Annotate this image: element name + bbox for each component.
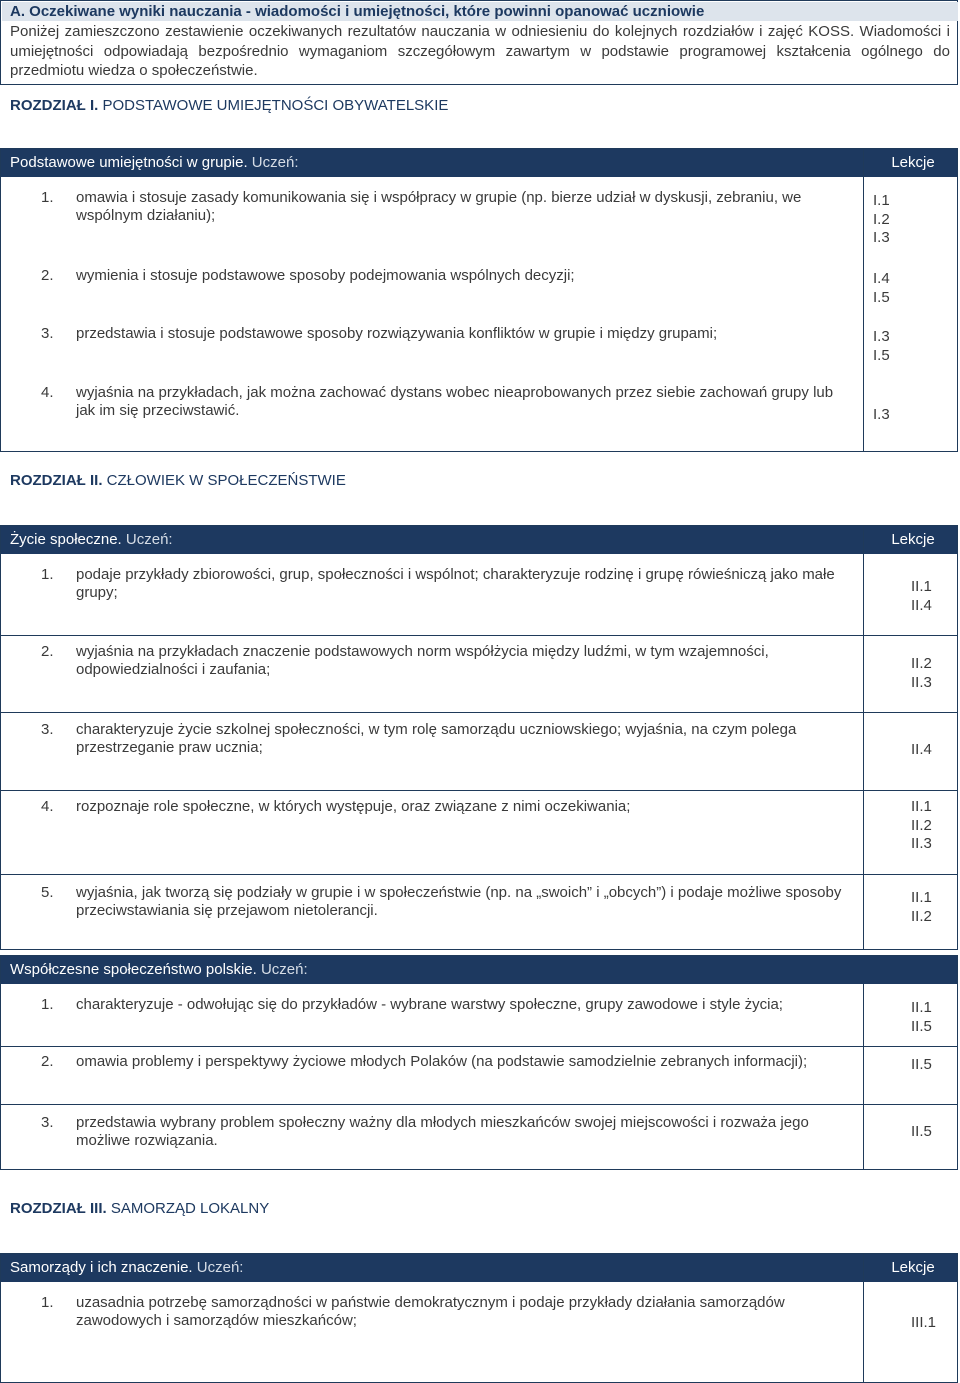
row-text: wyjaśnia na przykładach znaczenie podstawowych norm współżycia między ludźmi, w tym wzajemności, odpowiedzialności i zaufania; bbox=[76, 643, 769, 678]
row-lekcje: II.5 bbox=[911, 1056, 932, 1073]
table-row bbox=[1, 996, 957, 1047]
row-text: wyjaśnia, jak tworzą się podziały w grupie i w społeczeństwie (np. na „swoich” i „obcych”) i podaje możliwe sposoby przeciwstawiania się przejawom nietolerancji. bbox=[76, 884, 842, 919]
section-title: Podstawowe umiejętności w grupie. Uczeń: bbox=[10, 154, 299, 171]
section-zycie-spoleczne bbox=[0, 525, 958, 950]
table-row bbox=[1, 566, 957, 636]
chapter-1-heading bbox=[10, 96, 448, 116]
row-text: rozpoznaje role społeczne, w których występuje, oraz związane z nimi oczekiwania; bbox=[76, 798, 631, 815]
row-lekcje: III.1 bbox=[911, 1314, 937, 1331]
row-lekcje: II.1 II.2 bbox=[911, 889, 932, 925]
row-number: 3. bbox=[41, 1114, 54, 1131]
intro-title: A. Oczekiwane wyniki nauczania - wiadomości i umiejętności, które powinni opanować uczniowie bbox=[2, 2, 958, 21]
table-row bbox=[1, 721, 957, 791]
chapter-title: PODSTAWOWE UMIEJĘTNOŚCI OBYWATELSKIE bbox=[102, 97, 449, 114]
table-row bbox=[1, 267, 957, 312]
section-header bbox=[1, 1254, 957, 1282]
row-number: 1. bbox=[41, 566, 54, 583]
chapter-title: SAMORZĄD LOKALNY bbox=[110, 1200, 270, 1217]
row-number: 2. bbox=[41, 1053, 54, 1070]
row-text: przedstawia wybrany problem społeczny ważny dla młodych mieszkańców swojej miejscowości i rozważa jego możliwe rozwiązania. bbox=[76, 1114, 809, 1149]
section-samorzady bbox=[0, 1253, 958, 1383]
row-number: 2. bbox=[41, 643, 54, 660]
section-title: Samorządy i ich znaczenie. Uczeń: bbox=[10, 1259, 244, 1276]
row-text: wymienia i stosuje podstawowe sposoby podejmowania wspólnych decyzji; bbox=[76, 267, 575, 284]
row-text: omawia problemy i perspektywy życiowe młodych Polaków (na podstawie samodzielnie zebranych informacji); bbox=[76, 1053, 808, 1070]
row-divider bbox=[1, 1104, 957, 1105]
table-row bbox=[1, 189, 957, 244]
row-text: podaje przykłady zbiorowości, grup, społeczności i wspólnot; charakteryzuje rodzinę i grupę rówieśniczą jako małe grupy; bbox=[76, 566, 835, 601]
row-lekcje: II.1 II.5 bbox=[911, 999, 932, 1035]
row-number: 3. bbox=[41, 721, 54, 738]
section-header bbox=[1, 526, 957, 554]
row-lekcje: I.4 I.5 bbox=[873, 270, 890, 306]
row-lekcje: II.2 II.3 bbox=[911, 655, 932, 691]
intro-box bbox=[0, 0, 958, 85]
row-number: 3. bbox=[41, 325, 54, 342]
row-text: wyjaśnia na przykładach, jak można zachować dystans wobec nieaprobowanych przez siebie zachowań grupy lub jak im się przeciwstawić. bbox=[76, 384, 834, 419]
section-header bbox=[1, 149, 957, 177]
table-row bbox=[1, 325, 957, 370]
row-number: 5. bbox=[41, 884, 54, 901]
chapter-2-heading bbox=[10, 471, 346, 491]
row-lekcje: II.4 bbox=[911, 741, 932, 758]
row-text: przedstawia i stosuje podstawowe sposoby rozwiązywania konfliktów w grupie i między grupami; bbox=[76, 325, 718, 342]
row-text: charakteryzuje życie szkolnej społeczności, w tym rolę samorządu uczniowskiego; wyjaśnia, na czym polega przestrzeganie praw ucznia; bbox=[76, 721, 797, 756]
row-lekcje: II.5 bbox=[911, 1123, 932, 1140]
chapter-label: ROZDZIAŁ I. bbox=[10, 97, 99, 114]
row-number: 4. bbox=[41, 384, 54, 401]
table-row bbox=[1, 884, 957, 944]
row-lekcje: II.1 II.4 bbox=[911, 578, 932, 614]
lekcje-header: Lekcje bbox=[891, 1259, 935, 1276]
row-number: 1. bbox=[41, 1294, 54, 1311]
row-divider bbox=[1, 1046, 957, 1047]
row-lekcje: I.3 I.5 bbox=[873, 328, 890, 364]
row-divider bbox=[1, 874, 957, 875]
table-row bbox=[1, 384, 957, 434]
chapter-title: CZŁOWIEK W SPOŁECZEŃSTWIE bbox=[106, 472, 346, 489]
chapter-label: ROZDZIAŁ II. bbox=[10, 472, 103, 489]
chapter-label: ROZDZIAŁ III. bbox=[10, 1200, 107, 1217]
section-title: Współczesne społeczeństwo polskie. Uczeń: bbox=[10, 961, 308, 978]
row-lekcje: I.3 bbox=[873, 406, 890, 423]
row-number: 1. bbox=[41, 996, 54, 1013]
intro-text: Poniżej zamieszczono zestawienie oczekiwanych rezultatów nauczania w odniesieniu do kolejnych rozdziałów i zajęć KOSS. Wiadomości i umiejętności odpowiadają bezpośrednio wymaganiom szczegółowym zawartym w podstawie programowej kształcenia ogólnego do przedmiotu wiedza o społeczeństwie. bbox=[10, 23, 950, 79]
table-row bbox=[1, 643, 957, 713]
section-header bbox=[1, 956, 957, 984]
table-row bbox=[1, 798, 957, 875]
row-text: uzasadnia potrzebę samorządności w państwie demokratycznym i podaje przykłady działania samorządów zawodowych i samorządów mieszkańców; bbox=[76, 1294, 785, 1329]
row-number: 1. bbox=[41, 189, 54, 206]
section-podstawowe-umiejetnosci bbox=[0, 148, 958, 452]
row-text: omawia i stosuje zasady komunikowania się i współpracy w grupie (np. bierze udział w dyskusji, zebraniu, we wspólnym działaniu); bbox=[76, 189, 802, 224]
row-lekcje: II.1 II.2 II.3 bbox=[911, 798, 932, 852]
row-number: 4. bbox=[41, 798, 54, 815]
row-number: 2. bbox=[41, 267, 54, 284]
row-divider bbox=[1, 790, 957, 791]
table-row bbox=[1, 1053, 957, 1105]
table-row bbox=[1, 1294, 957, 1364]
row-lekcje: I.1 I.2 I.3 bbox=[873, 192, 890, 246]
lekcje-header: Lekcje bbox=[891, 154, 935, 171]
row-divider bbox=[1, 712, 957, 713]
row-text: charakteryzuje - odwołując się do przykładów - wybrane warstwy społeczne, grupy zawodowe i style życia; bbox=[76, 996, 783, 1013]
section-wspolczesne-spoleczenstwo bbox=[0, 955, 958, 1170]
lekcje-header: Lekcje bbox=[891, 531, 935, 548]
row-divider bbox=[1, 635, 957, 636]
table-row bbox=[1, 1114, 957, 1164]
chapter-3-heading bbox=[10, 1199, 269, 1219]
section-title: Życie społeczne. Uczeń: bbox=[10, 531, 173, 548]
